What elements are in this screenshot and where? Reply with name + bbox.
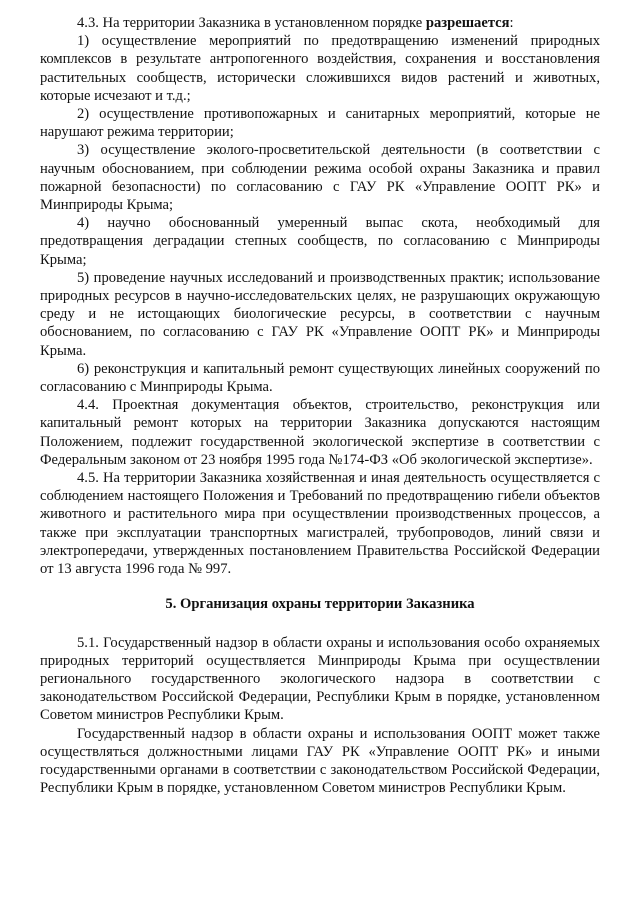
clause-4-3-intro-text: 4.3. На территории Заказника в установленном порядке (77, 15, 426, 31)
section-5-heading: 5. Организация охраны территории Заказника (165, 596, 475, 613)
clause-5-1: 5.1. Государственный надзор в области охраны и использования особо охраняемых природных территорий осуществляется Минприроды Крыма при осуществлении регионального государственного экологического надзора в соответствии с законодательством Российской Федерации, Республики Крым в порядке, установленном Советом министров Республики Крым. (40, 634, 600, 724)
clause-4-3-item-3: 3) осуществление эколого-просветительской деятельности (в соответствии с научным обоснованием, при соблюдении режима особой охраны Заказника и правил пожарной безопасности) по согласованию с ГАУ РК «Управление ООПТ РК» и Минприроды Крыма; (40, 142, 600, 214)
clause-4-5: 4.5. На территории Заказника хозяйственная и иная деятельность осуществляется с соблюдением настоящего Положения и Требований по предотвращению гибели объектов животного и растительного мира при осуществлении производственных процессов, а также при эксплуатации транспортных магистралей, трубопроводов, линий связи и электропередачи, утвержденных постановлением Правительства Российской Федерации от 13 августа 1996 года № 997. (40, 470, 600, 578)
clause-4-3-item-5: 5) проведение научных исследований и производственных практик; использование природных ресурсов в научно-исследовательских целях, не разрушающих окружающую среду и не истощающих биологические ресурсы, в соответствии с научным обоснованием, по согласованию с ГАУ РК «Управление ООПТ РК» и Минприроды Крыма. (40, 269, 600, 359)
document-body (40, 14, 600, 797)
clause-4-3-item-6: 6) реконструкция и капитальный ремонт существующих линейных сооружений по согласованию с Минприроды Крыма. (40, 360, 600, 396)
clause-5-1-paragraph-2: Государственный надзор в области охраны и использования ООПТ может также осуществляться должностными лицами ГАУ РК «Управление ООПТ РК» и иными государственными органами в соответствии с законодательством Российской Федерации, Республики Крым в порядке, установленном Советом министров Республики Крым. (40, 725, 600, 797)
clause-4-3-intro (40, 14, 600, 32)
clause-4-3-item-4: 4) научно обоснованный умеренный выпас скота, необходимый для предотвращения деградации степных сообществ, по согласованию с Минприроды Крыма; (40, 215, 600, 268)
clause-4-3-intro-colon: : (509, 15, 514, 31)
clause-4-3-permitted-keyword: разрешается (425, 15, 510, 31)
clause-4-4: 4.4. Проектная документация объектов, строительство, реконструкция или капитальный ремонт которых на территории Заказника допускаются настоящим Положением, подлежит государственной экологической экспертизе в соответствии с Федеральным законом от 23 ноября 1995 года №174-ФЗ «Об экологической экспертизе». (40, 397, 600, 468)
clause-4-3-item-2: 2) осуществление противопожарных и санитарных мероприятий, которые не нарушают режима территории; (40, 106, 600, 141)
clause-4-3-item-1: 1) осуществление мероприятий по предотвращению изменений природных комплексов в результате антропогенного воздействия, сохранения и восстановления растительных сообществ, исторически сложившихся видов растений и животных, которые исчезают и т.д.; (40, 33, 600, 104)
